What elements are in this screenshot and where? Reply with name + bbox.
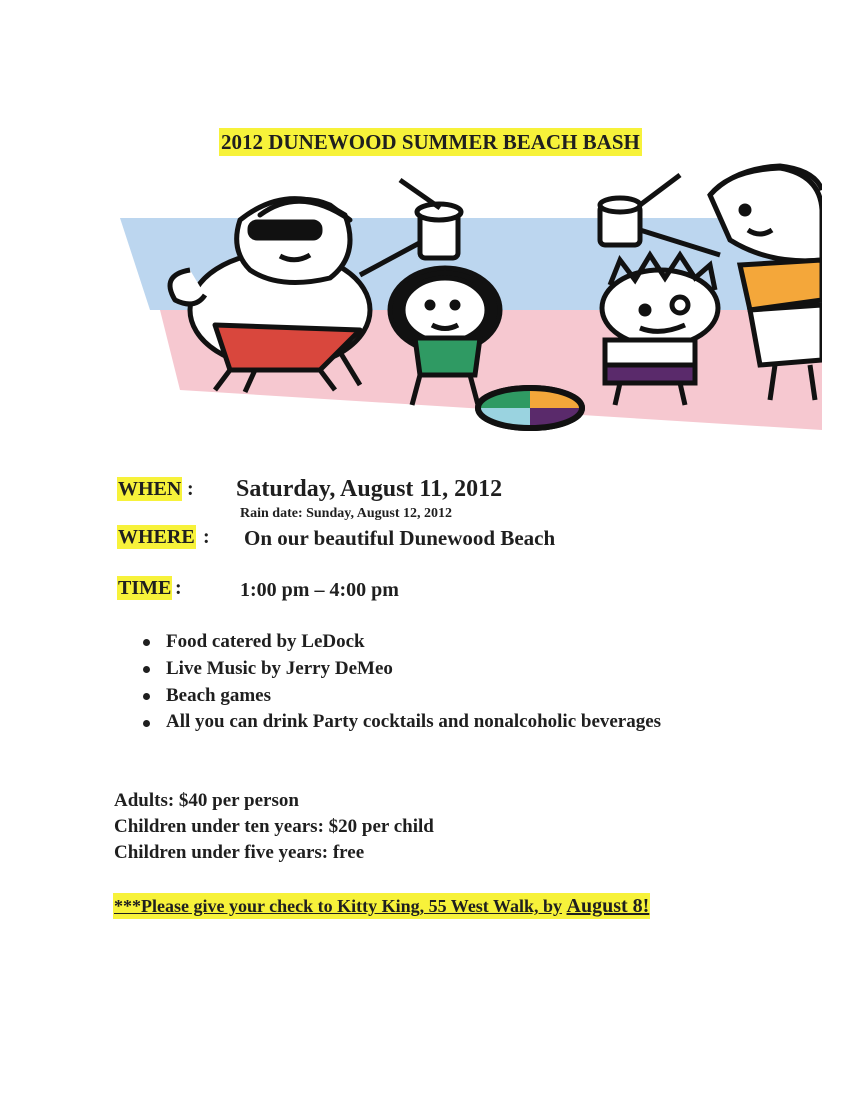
list-item: Beach games [140, 682, 700, 709]
bullet-icon [143, 639, 150, 646]
feature-list [140, 628, 700, 735]
rain-date: Rain date: Sunday, August 12, 2012 [240, 506, 453, 521]
time-colon: : [175, 577, 182, 599]
where-label: WHERE [118, 526, 195, 548]
price-adults: Adults: $40 per person [114, 790, 299, 811]
family-beach-illustration [120, 160, 822, 440]
bullet-icon [143, 720, 150, 727]
list-item: Live Music by Jerry DeMeo [140, 655, 700, 682]
where-value: On our beautiful Dunewood Beach [244, 526, 556, 550]
payment-note [113, 893, 650, 919]
beach-ball [478, 388, 582, 428]
list-item: All you can drink Party cocktails and nonalcoholic beverages [140, 709, 700, 735]
when-value: Saturday, August 11, 2012 [236, 476, 503, 502]
page-title: 2012 DUNEWOOD SUMMER BEACH BASH [221, 130, 640, 154]
bullet-icon [143, 693, 150, 700]
where-colon: : [203, 526, 210, 548]
payment-deadline: August 8! [566, 895, 650, 917]
list-item: Food catered by LeDock [140, 628, 700, 655]
price-children-under-ten: Children under ten years: $20 per child [114, 816, 434, 837]
bullet-icon [143, 666, 150, 673]
price-children-under-five: Children under five years: free [114, 842, 365, 863]
time-value: 1:00 pm – 4:00 pm [240, 579, 399, 601]
time-label: TIME [118, 577, 172, 599]
price-list [114, 788, 434, 866]
payment-note-text: ***Please give your check to Kitty King, 55 West Walk, by [114, 896, 563, 916]
when-colon: : [187, 478, 194, 500]
when-label: WHEN [118, 478, 182, 500]
